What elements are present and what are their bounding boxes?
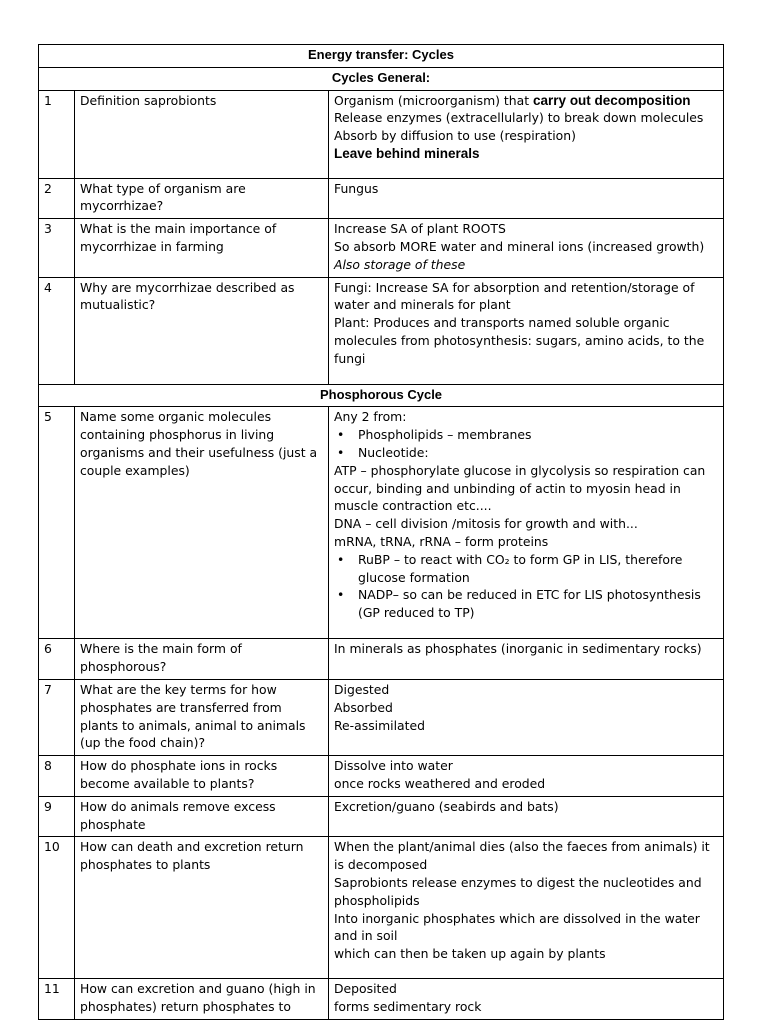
answer-cell: Excretion/guano (seabirds and bats) <box>329 796 724 837</box>
answer-cell <box>329 837 724 979</box>
answer-cell: In minerals as phosphates (inorganic in sedimentary rocks) <box>329 639 724 680</box>
answer-line: Dissolve into water <box>334 758 453 774</box>
bullet-item: • Nucleotide: <box>334 444 718 462</box>
table-row <box>39 178 724 219</box>
answer-line: which can then be taken up again by plants <box>334 946 606 962</box>
answer-line-italic: Also storage of these <box>334 256 466 272</box>
table-row <box>39 837 724 979</box>
answer-line: DNA – cell division /mitosis for growth and with... <box>334 516 638 532</box>
document-title: Energy transfer: Cycles <box>39 45 724 68</box>
answer-cell <box>329 277 724 384</box>
row-number: 4 <box>39 277 75 384</box>
answer-line: Re-assimilated <box>334 717 425 733</box>
row-number: 6 <box>39 639 75 680</box>
question-cell: How can excretion and guano (high in phosphates) return phosphates to <box>75 979 329 1020</box>
question-cell: What are the key terms for how phosphates are transferred from plants to animals, animal to animals (up the food chain)? <box>75 679 329 755</box>
answer-cell <box>329 90 724 178</box>
answer-line: Deposited <box>334 981 397 997</box>
answer-text: Organism (microorganism) that <box>334 92 534 108</box>
table-row <box>39 219 724 277</box>
answer-line: ATP – phosphorylate glucose in glycolysis so respiration can occur, binding and unbinding of actin to myosin head in muscle contraction etc.... <box>334 462 706 514</box>
table-row <box>39 756 724 797</box>
row-number: 8 <box>39 756 75 797</box>
row-number: 7 <box>39 679 75 755</box>
answer-line: Digested <box>334 681 390 697</box>
question-cell: Definition saprobionts <box>75 90 329 178</box>
answer-cell: Fungus <box>329 178 724 219</box>
title-row <box>39 45 724 68</box>
row-number: 5 <box>39 407 75 639</box>
section-row-general <box>39 67 724 90</box>
answer-cell <box>329 407 724 639</box>
question-cell: How can death and excretion return phosphates to plants <box>75 837 329 979</box>
answer-line: forms sedimentary rock <box>334 999 482 1015</box>
answer-line: mRNA, tRNA, rRNA – form proteins <box>334 533 549 549</box>
table-row <box>39 979 724 1020</box>
answer-line <box>334 92 718 110</box>
question-cell: How do phosphate ions in rocks become available to plants? <box>75 756 329 797</box>
answer-cell <box>329 679 724 755</box>
row-number: 9 <box>39 796 75 837</box>
table-row <box>39 796 724 837</box>
bullet-list <box>334 551 718 622</box>
answer-line: Fungi: Increase SA for absorption and retention/storage of water and minerals for plant <box>334 279 695 313</box>
answer-line: Any 2 from: <box>334 409 407 425</box>
table-row <box>39 90 724 178</box>
answer-cell <box>329 979 724 1020</box>
answer-line: once rocks weathered and eroded <box>334 775 546 791</box>
question-cell: Why are mycorrhizae described as mutualistic? <box>75 277 329 384</box>
answer-line: Increase SA of plant ROOTS <box>334 221 506 237</box>
answer-cell <box>329 756 724 797</box>
answer-line: Absorbed <box>334 699 393 715</box>
answer-line: Absorb by diffusion to use (respiration) <box>334 128 576 144</box>
row-number: 3 <box>39 219 75 277</box>
row-number: 2 <box>39 178 75 219</box>
answer-line: When the plant/animal dies (also the faeces from animals) it is decomposed <box>334 839 710 873</box>
question-cell: Where is the main form of phosphorous? <box>75 639 329 680</box>
answer-cell <box>329 219 724 277</box>
answer-emphasis: carry out decomposition <box>533 92 691 108</box>
bullet-item: • Phospholipids – membranes <box>334 426 718 444</box>
question-cell: What type of organism are mycorrhizae? <box>75 178 329 219</box>
table-row <box>39 277 724 384</box>
section-row-phosphorous <box>39 384 724 407</box>
row-number: 1 <box>39 90 75 178</box>
table-row <box>39 639 724 680</box>
question-cell: What is the main importance of mycorrhizae in farming <box>75 219 329 277</box>
worksheet-table <box>38 44 724 1020</box>
bullet-item: • NADP– so can be reduced in ETC for LIS photosynthesis (GP reduced to TP) <box>334 586 718 622</box>
row-number: 10 <box>39 837 75 979</box>
bullet-item: • RuBP – to react with CO₂ to form GP in LIS, therefore glucose formation <box>334 551 718 587</box>
answer-line-emphasis: Leave behind minerals <box>334 145 480 161</box>
answer-line: So absorb MORE water and mineral ions (increased growth) <box>334 238 705 254</box>
section-heading-general: Cycles General: <box>39 67 724 90</box>
answer-line: Saprobionts release enzymes to digest the nucleotides and phospholipids <box>334 874 702 908</box>
question-cell: Name some organic molecules containing phosphorus in living organisms and their usefulness (just a couple examples) <box>75 407 329 639</box>
answer-line: Plant: Produces and transports named soluble organic molecules from photosynthesis: sugars, amino acids, to the fungi <box>334 315 705 366</box>
table-row <box>39 407 724 639</box>
table-row <box>39 679 724 755</box>
question-cell: How do animals remove excess phosphate <box>75 796 329 837</box>
row-number: 11 <box>39 979 75 1020</box>
answer-line: Release enzymes (extracellularly) to break down molecules <box>334 110 704 126</box>
bullet-list <box>334 426 718 462</box>
answer-line: Into inorganic phosphates which are dissolved in the water and in soil <box>334 910 700 944</box>
section-heading-phosphorous: Phosphorous Cycle <box>39 384 724 407</box>
